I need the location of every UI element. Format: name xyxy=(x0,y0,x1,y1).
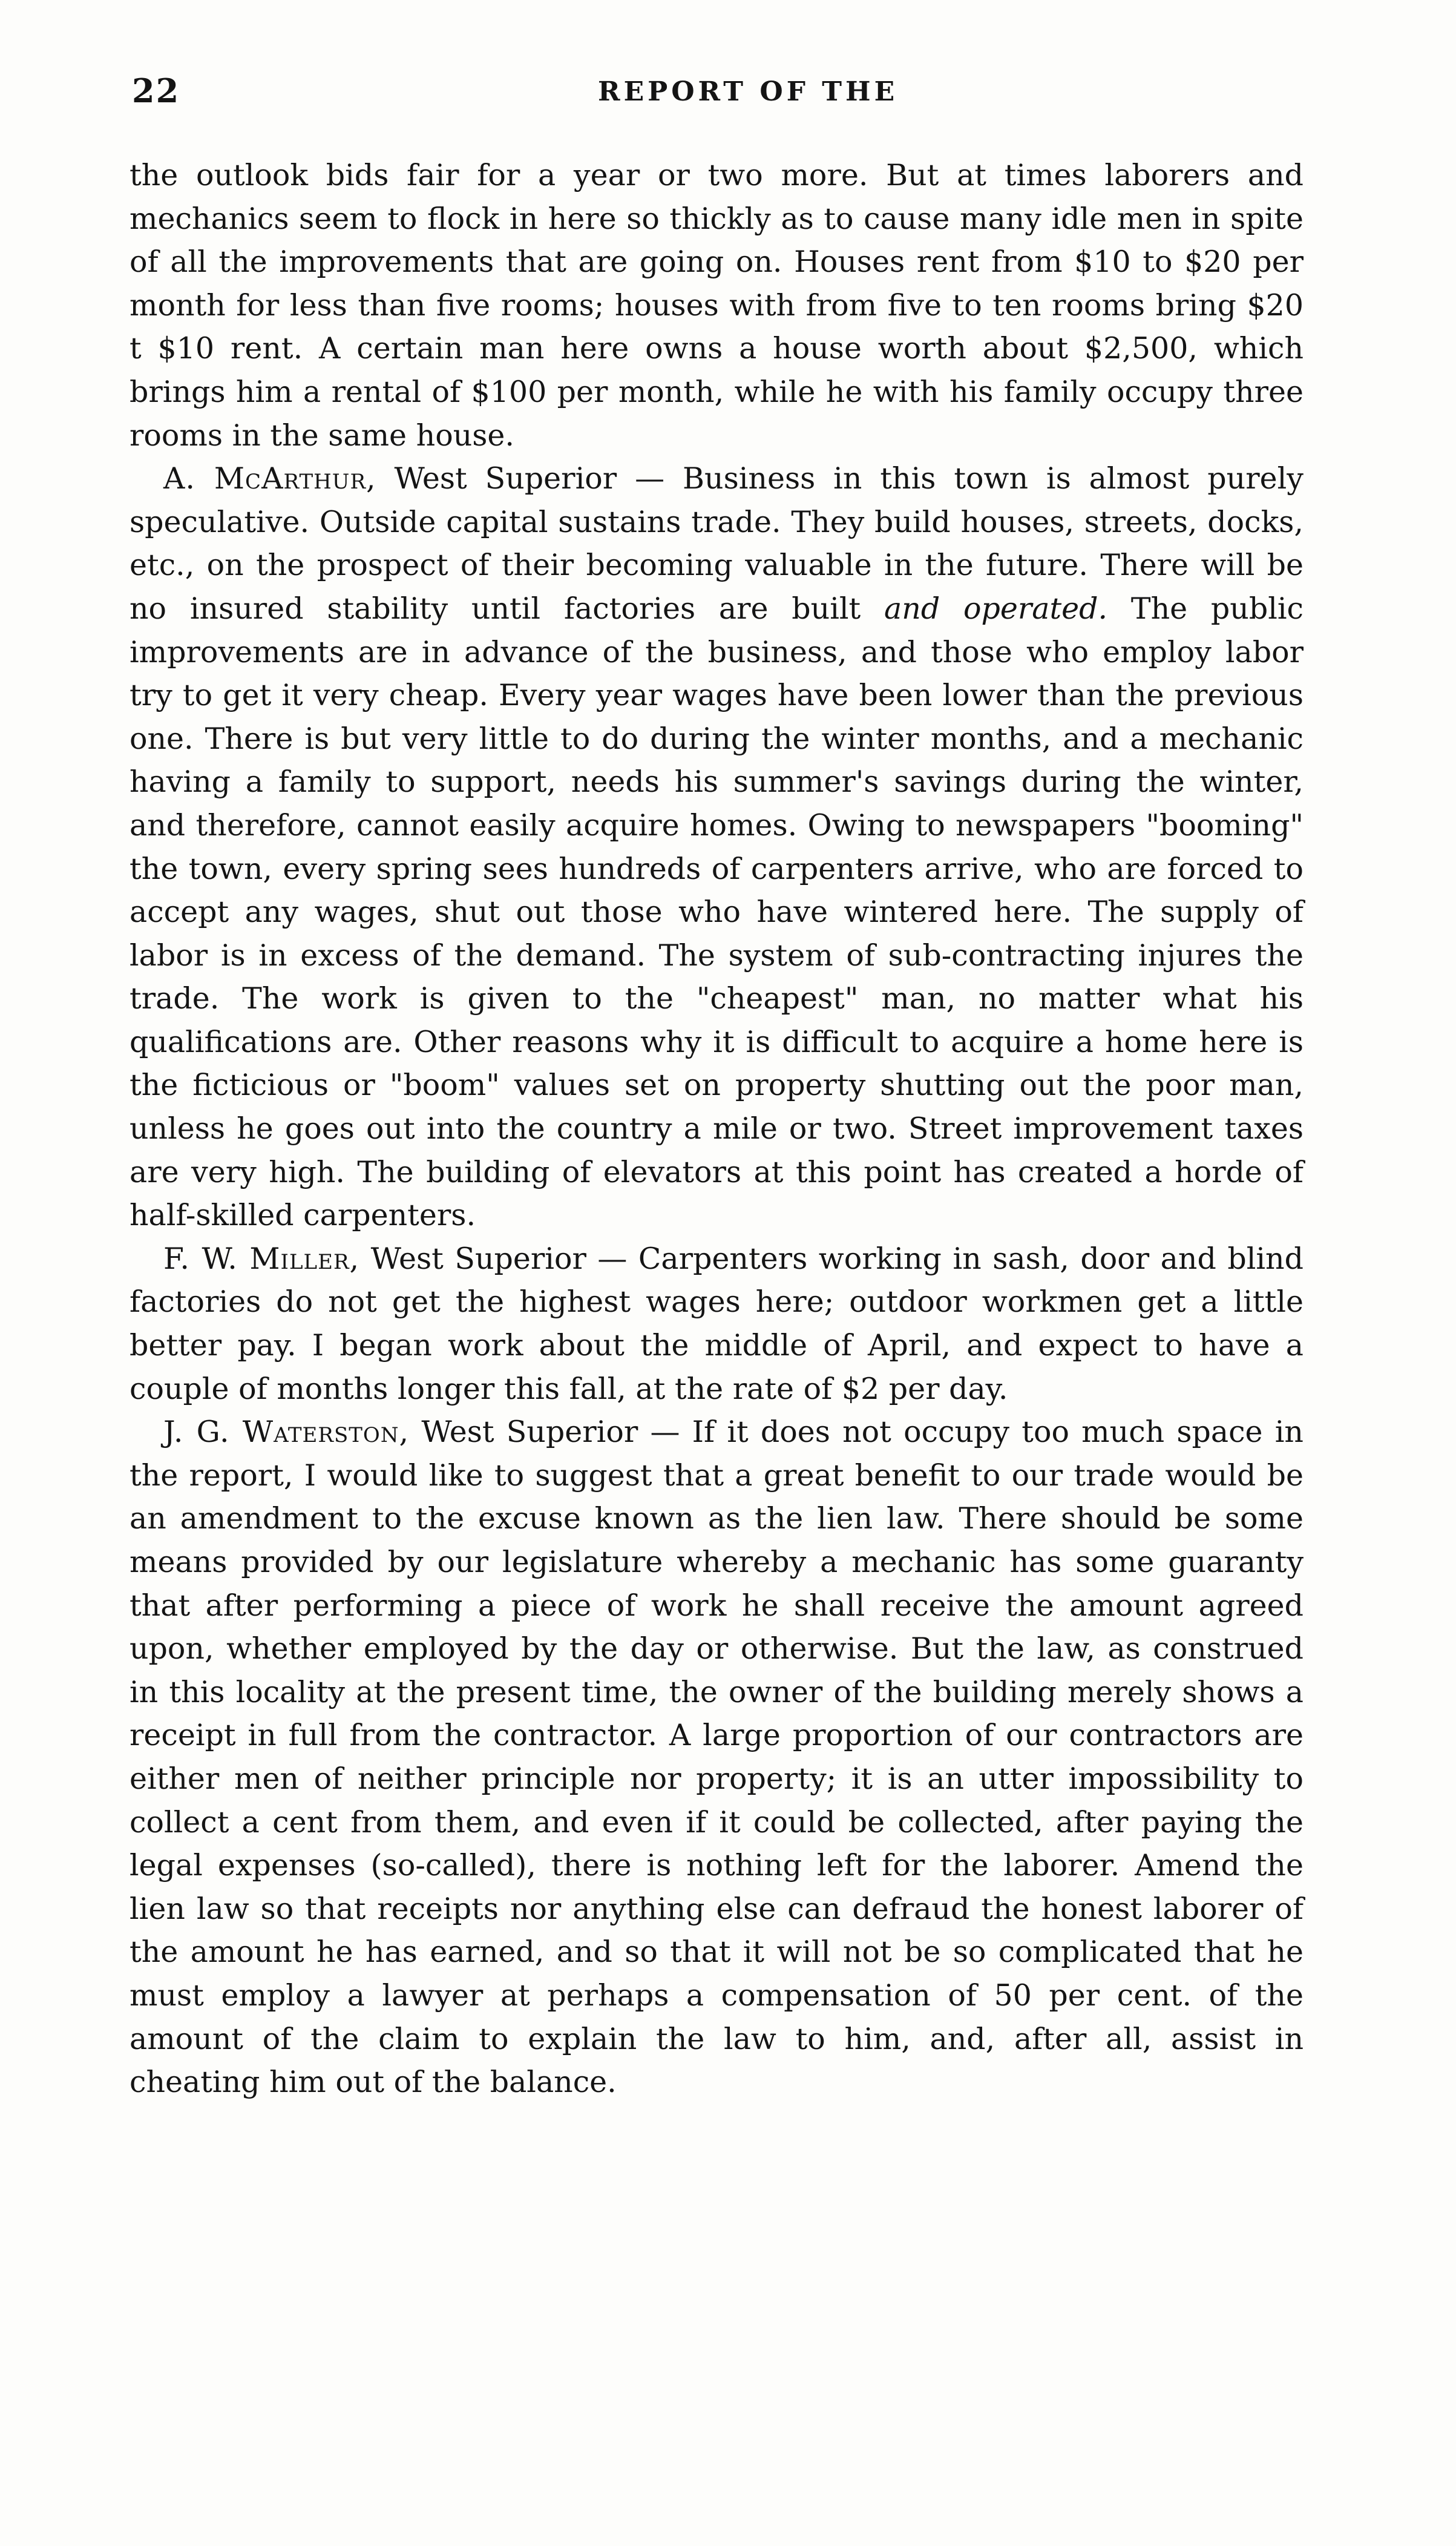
paragraph-text: West Superior — Business in this town is almost purely speculative. Outside capital sustains trade. They build houses, streets, docks, etc., on the prospect of their becoming valuable in the future. There will be no insured stability until factories are built xyxy=(130,461,1304,626)
paragraph-continuation xyxy=(130,154,1304,457)
correspondent-name: J. G. Waterston, xyxy=(163,1415,410,1450)
correspondent-name: A. McArthur, xyxy=(163,461,376,496)
running-header xyxy=(132,71,1282,120)
body-text xyxy=(130,154,1304,2104)
emphasis-text: and operated. xyxy=(884,591,1108,626)
paragraph-text: the outlook bids fair for a year or two more. But at times laborers and mechanics seem to flock in here so thickly as to cause many idle men in spite of all the improvements that are going on. Houses rent from $10 to $20 per month for less than five rooms; houses with from five to ten rooms bring $20 t $10 rent. A certain man here owns a house worth about $2,500, which brings him a rental of $100 per month, while he with his family occupy three rooms in the same house. xyxy=(130,158,1304,453)
page-number: 22 xyxy=(132,71,180,110)
paragraph-miller xyxy=(130,1237,1304,1410)
correspondent-name: F. W. Miller, xyxy=(163,1241,360,1276)
paragraph-text: The public improvements are in advance of the business, and those who employ labor try to get it very cheap. Every year wages have been lower than the previous one. There is but very little to do during the winter months, and a mechanic having a family to support, needs his summer's savings during the winter, and therefore, cannot easily acquire homes. Owing to newspapers "booming" the town, every spring sees hundreds of carpenters arrive, who are forced to accept any wages, shut out those who have wintered here. The supply of labor is in excess of the demand. The system of sub-contracting injures the trade. The work is given to the "cheapest" man, no matter what his qualifications are. Other reasons why it is difficult to acquire a home here is the ficticious or "boom" values set on property shutting out the poor man, unless he goes out into the country a mile or two. Street improvement taxes are very high. The building of elevators at this point has created a horde of half-skilled carpenters. xyxy=(130,591,1304,1233)
paragraph-text: West Superior — If it does not occupy too much space in the report, I would like to suggest that a great benefit to our trade would be an amendment to the excuse known as the lien law. There should be some means provided by our legislature whereby a mechanic has some guaranty that after performing a piece of work he shall receive the amount agreed upon, whether employed by the day or otherwise. But the law, as construed in this locality at the present time, the owner of the building merely shows a receipt in full from the contractor. A large proportion of our contractors are either men of neither principle nor property; it is an utter impossibility to collect a cent from them, and even if it could be collected, after paying the legal expenses (so-called), there is nothing left for the laborer. Amend the lien law so that receipts nor anything else can defraud the honest laborer of the amount he has earned, and so that it will not be so complicated that he must employ a lawyer at perhaps a compensation of 50 per cent. of the amount of the claim to explain the law to him, and, after all, assist in cheating him out of the balance. xyxy=(130,1415,1304,2100)
paragraph-text: West Superior — Carpenters working in sash, door and blind factories do not get the highest wages here; outdoor workmen get a little better pay. I began work about the middle of April, and expect to have a couple of months longer this fall, at the rate of $2 per day. xyxy=(130,1241,1304,1406)
running-title: REPORT OF THE xyxy=(598,76,899,107)
paragraph-mcarthur xyxy=(130,457,1304,1237)
paragraph-waterston xyxy=(130,1410,1304,2104)
